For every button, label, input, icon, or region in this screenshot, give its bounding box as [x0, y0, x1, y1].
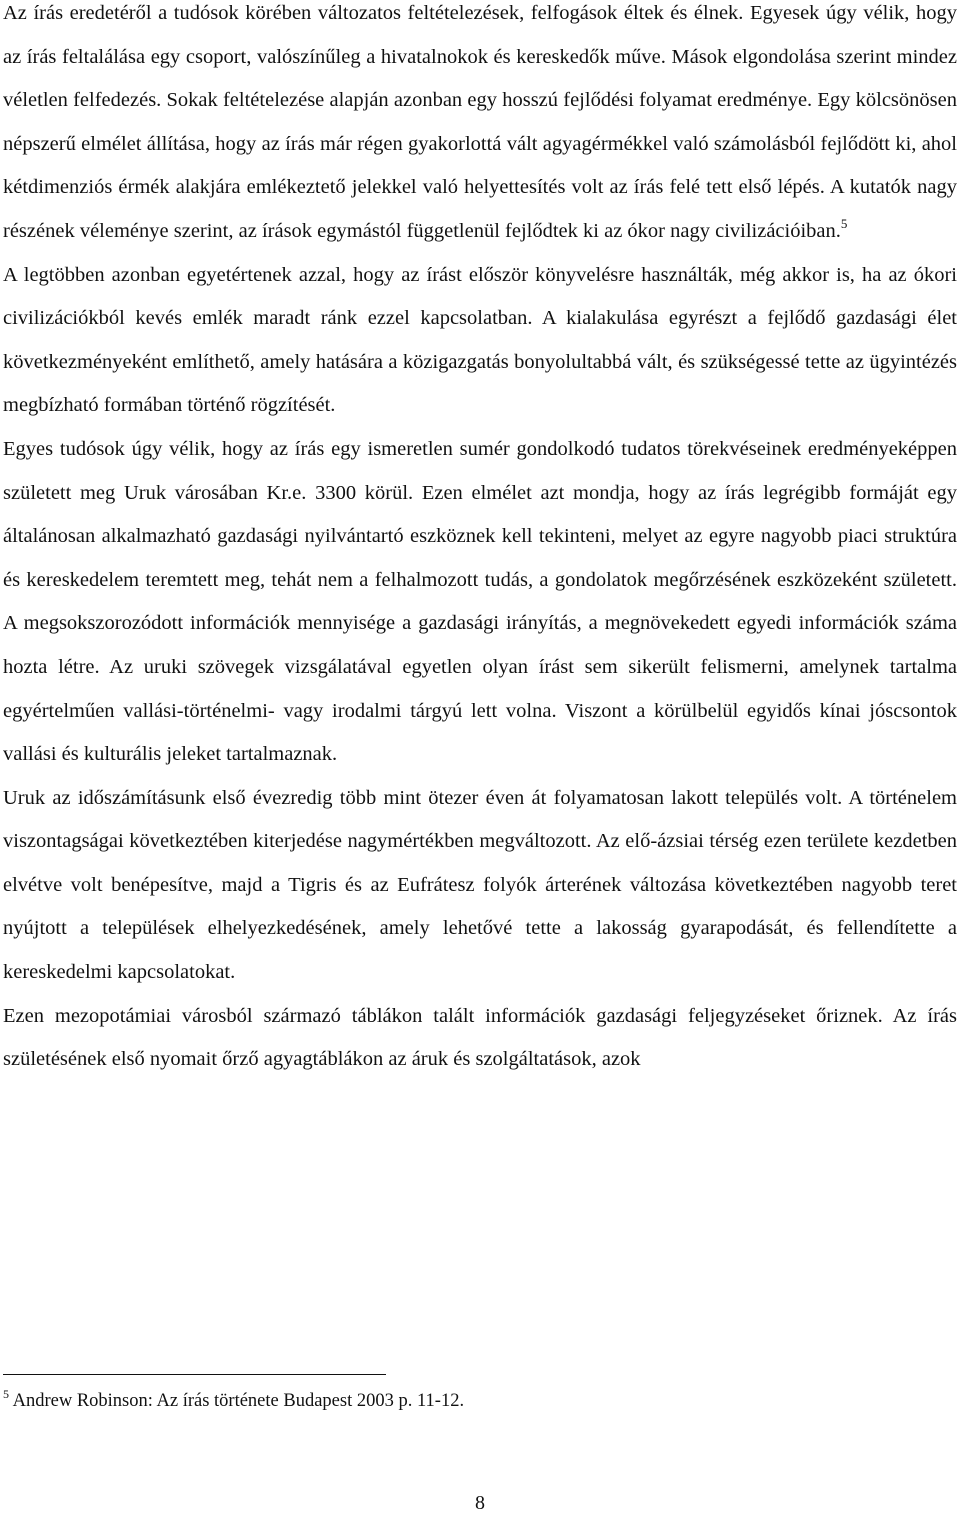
footnote-marker: 5	[3, 1387, 9, 1401]
paragraph-1	[3, 0, 957, 254]
paragraph-2: A legtöbben azonban egyetértenek azzal, hogy az írást először könyvelésre használták, még akkor is, ha az ókori civilizációkból kevés emlék maradt ránk ezzel kapcsolatban. A kialakulása egyrészt a fejlődő gazdasági élet következményeként említhető, amely hatására a közigazgatás bonyolultabbá vált, és szükségessé tette az ügyintézés megbízható formában történő rögzítését.	[3, 263, 957, 417]
page-number: 8	[475, 1492, 485, 1514]
footnote-separator	[3, 1374, 386, 1375]
paragraph-5: Ezen mezopotámiai városból származó táblákon talált információk gazdasági feljegyzéseket őriznek. Az írás születésének első nyomait őrző agyagtáblákon az áruk és szolgáltatások, azok	[3, 1004, 957, 1071]
footnote-text: Andrew Robinson: Az írás története Budapest 2003 p. 11-12.	[12, 1391, 465, 1411]
body-text	[3, 0, 957, 1082]
paragraph-4: Uruk az időszámításunk első évezredig több mint ötezer éven át folyamatosan lakott település volt. A történelem viszontagságai következtében kiterjedése nagymértékben megváltozott. Az elő-ázsiai térség ezen területe kezdetben elvétve volt benépesítve, majd a Tigris és az Eufrátesz folyók árterének változása következtében nagyobb teret nyújtott a települések elhelyezkedésének, amely lehetővé tette a lakosság gyarapodását, és fellendítette a kereskedelmi kapcsolatokat.	[3, 786, 957, 984]
paragraph-3: Egyes tudósok úgy vélik, hogy az írás egy ismeretlen sumér gondolkodó tudatos törekvéseinek eredményeképpen született meg Uruk városában Kr.e. 3300 körül. Ezen elmélet azt mondja, hogy az írás legrégibb formáját egy általánosan alkalmazható gazdasági nyilvántartó eszköznek kell tekinteni, melyet az egyre nagyobb piaci struktúra és kereskedelem teremtett meg, tehát nem a felhalmozott tudás, a gondolatok megőrzésének eszközeként született. A megsokszorozódott információk mennyisége a gazdasági irányítás, a megnövekedett egyedi információk száma hozta létre. Az uruki szövegek vizsgálatával egyetlen olyan írást sem sikerült felismerni, amelynek tartalma egyértelműen vallási-történelmi- vagy irodalmi tárgyú lett volna. Viszont a körülbelül egyidős kínai jóscsontok vallási és kulturális jeleket tartalmaznak.	[3, 437, 957, 766]
footnote-reference: 5	[840, 215, 848, 231]
footnote	[3, 1389, 943, 1413]
paragraph-1-text: Az írás eredetéről a tudósok körében változatos feltételezések, felfogások éltek és élnek. Egyesek úgy vélik, hogy az írás feltalálása egy csoport, valószínűleg a hivatalnokok és kereskedők műve. Mások elgondolása szerint mindez véletlen felfedezés. Sokak feltételezése alapján azonban egy hosszú fejlődési folyamat eredménye. Egy kölcsönösen népszerű elmélet állítása, hogy az írás már régen gyakorlottá vált agyagérmékkel való számolásból fejlődött ki, ahol kétdimenziós érmék alakjára emlékeztető jelekkel való helyettesítés volt az írás felé tett első lépés. A kutatók nagy részének véleménye szerint, az írások egymástól függetlenül fejlődtek ki az ókor nagy civilizációiban.	[3, 2, 957, 242]
